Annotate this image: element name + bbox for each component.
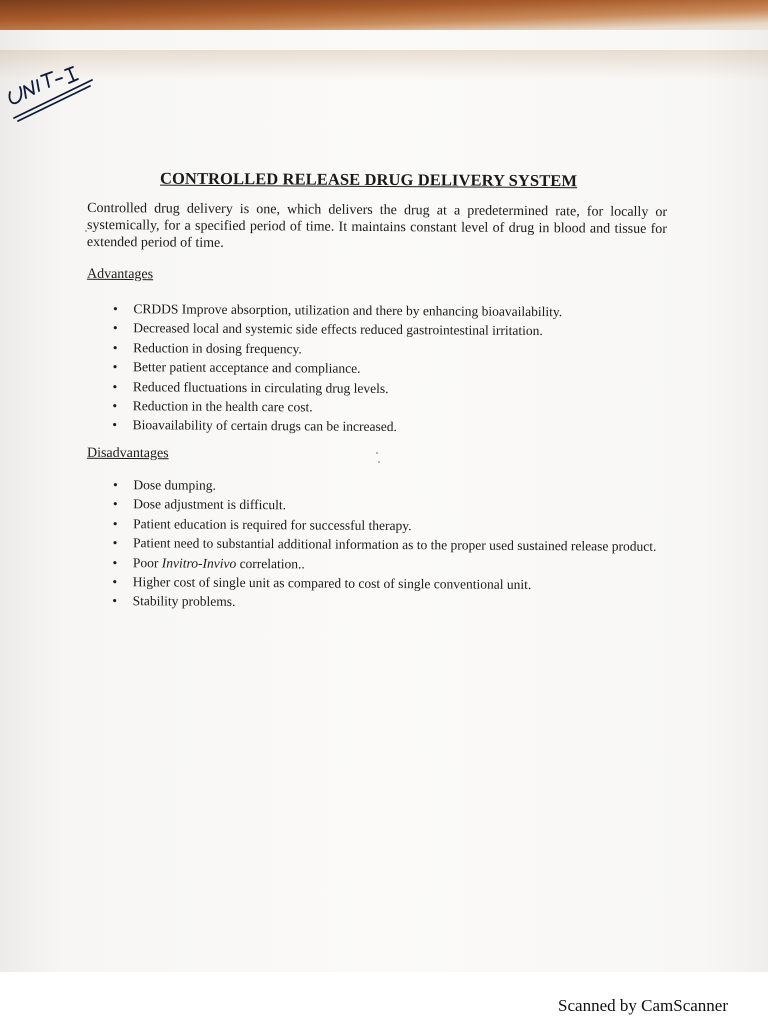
document-title: CONTROLLED RELEASE DRUG DELIVERY SYSTEM xyxy=(159,168,578,191)
list-item-text: Patient need to substantial additional information as to the proper used sustained release product. xyxy=(132,535,657,555)
advantages-heading: Advantages xyxy=(86,266,154,283)
list-item-text: Dose dumping. xyxy=(133,477,216,493)
list-item-text: Reduction in dosing frequency. xyxy=(133,340,302,357)
bullet-icon: • xyxy=(112,398,118,414)
bullet-icon: • xyxy=(112,477,118,493)
page-shadow xyxy=(0,50,768,80)
bullet-icon: • xyxy=(112,301,118,317)
list-item xyxy=(110,591,670,614)
handwritten-unit-graphic xyxy=(4,58,114,128)
scanner-watermark: Scanned by CamScanner xyxy=(558,996,728,1015)
bullet-icon: • xyxy=(112,320,118,336)
list-item-text: Better patient acceptance and compliance. xyxy=(132,359,361,377)
handwritten-unit-note xyxy=(4,58,114,128)
bullet-icon: • xyxy=(112,515,118,531)
bullet-icon: • xyxy=(112,554,118,570)
list-item-text: Reduced fluctuations in circulating drug levels. xyxy=(132,378,389,396)
bullet-icon: • xyxy=(112,593,118,609)
list-item-text: CRDDS Improve absorption, utilization and there by enhancing bioavailability. xyxy=(133,301,563,320)
disadvantages-list xyxy=(110,475,671,615)
bullet-icon: • xyxy=(112,496,118,512)
list-item-text: Stability problems. xyxy=(132,593,236,610)
list-item-text: Higher cost of single unit as compared to cost of single conventional unit. xyxy=(132,574,532,593)
scan-speck xyxy=(85,230,87,232)
list-item-text: Patient education is required for successful therapy. xyxy=(133,516,412,533)
list-item-text: Decreased local and systemic side effects reduced gastrointestinal irritation. xyxy=(133,320,543,339)
list-item xyxy=(110,415,670,438)
bullet-icon: • xyxy=(112,574,118,590)
disadvantages-heading: Disadvantages xyxy=(86,445,169,462)
bullet-icon: • xyxy=(112,535,118,551)
italic-term: Invitro-Invivo xyxy=(161,555,237,571)
advantages-list xyxy=(110,299,671,439)
intro-paragraph: Controlled drug delivery is one, which delivers the drug at a predetermined rate, for locally or systemically, for a specified period of time. It maintains constant level of drug in blood and tissue for extended period of time. xyxy=(86,200,668,251)
bullet-icon: • xyxy=(112,417,118,433)
list-item-text: Poor Invitro-Invivo correlation.. xyxy=(132,554,305,572)
list-item-text: Dose adjustment is difficult. xyxy=(133,496,287,513)
scan-speck xyxy=(378,461,380,463)
bullet-icon: • xyxy=(112,378,118,394)
scan-speck xyxy=(376,452,378,454)
bullet-icon: • xyxy=(112,339,118,355)
list-item-text: Reduction in the health care cost. xyxy=(132,398,313,415)
list-item-text: Bioavailability of certain drugs can be increased. xyxy=(132,417,397,435)
bullet-icon: • xyxy=(112,359,118,375)
